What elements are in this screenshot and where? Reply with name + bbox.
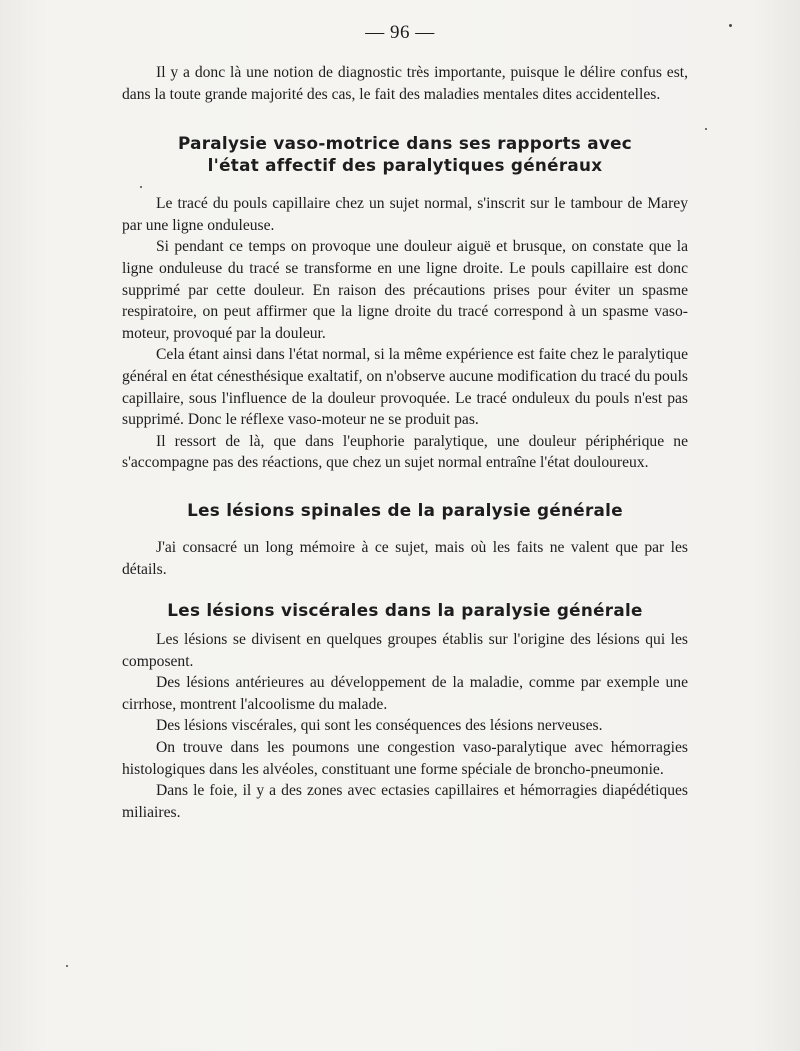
paragraph: Le tracé du pouls capillaire chez un sujet normal, s'inscrit sur le tambour de Marey par une ligne onduleuse. [122, 195, 688, 234]
heading-line: Paralysie vaso-motrice dans ses rapports avec [177, 133, 633, 154]
paragraph: Les lésions se divisent en quelques groupes établis sur l'origine des lésions qui les composent. [122, 631, 688, 670]
paragraph: Des lésions viscérales, qui sont les conséquences des lésions nerveuses. [156, 717, 603, 735]
section-lesions-spinales [122, 537, 688, 580]
section-heading-lesions-spinales: Les lésions spinales de la paralysie générale [187, 499, 623, 520]
section-lesions-viscerales [122, 629, 688, 823]
paragraph: J'ai consacré un long mémoire à ce sujet, mais où les faits ne valent que par les détails. [122, 538, 688, 578]
section-heading-lesions-viscerales: Les lésions viscérales dans la paralysie générale [167, 600, 643, 621]
heading-line: l'état affectif des paralytiques généraux [207, 155, 603, 176]
paragraph: Cela étant ainsi dans l'état normal, si la même expérience est faite chez le paralytique général en état cénesthésique exaltatif, on n'observe aucune modification du tracé du pouls capillaire, sous l'influence de la douleur provoquée. Le tracé onduleux du pouls n'est pas supprimé. Donc le réflexe vaso-moteur ne se produit pas. [122, 346, 688, 429]
page-number: — 96 — [365, 22, 435, 43]
ink-speck [66, 965, 68, 967]
section-vaso-motrice [122, 193, 688, 474]
paragraph: Des lésions antérieures au développement de la maladie, comme par exemple une cirrhose, montrent l'alcoolisme du malade. [122, 674, 688, 713]
intro-section [122, 62, 688, 105]
ink-speck [705, 128, 707, 130]
section-heading-vaso-motrice [122, 132, 688, 176]
ink-speck [729, 24, 732, 27]
paragraph: On trouve dans les poumons une congestion vaso-paralytique avec hémorragies histologiques dans les alvéoles, constituant une forme spéciale de broncho-pneumonie. [122, 739, 688, 778]
paragraph: Il ressort de là, que dans l'euphorie paralytique, une douleur périphérique ne s'accompagne pas des réactions, que chez un sujet normal entraîne l'état douloureux. [122, 432, 688, 472]
paragraph: Dans le foie, il y a des zones avec ectasies capillaires et hémorragies diapédétiques miliaires. [122, 782, 688, 821]
page-content [122, 62, 688, 823]
paragraph: Si pendant ce temps on provoque une douleur aiguë et brusque, on constate que la ligne onduleuse du tracé se transforme en une ligne droite. Le pouls capillaire est donc supprimé par cette douleur. En raison des précautions prises pour éviter un spasme respiratoire, on peut affirmer que la ligne droite du tracé correspond à un spasme vaso-moteur, provoqué par la douleur. [122, 238, 688, 342]
paragraph: Il y a donc là une notion de diagnostic très importante, puisque le délire confus est, dans la toute grande majorité des cas, le fait des maladies mentales dites accidentelles. [122, 64, 688, 103]
